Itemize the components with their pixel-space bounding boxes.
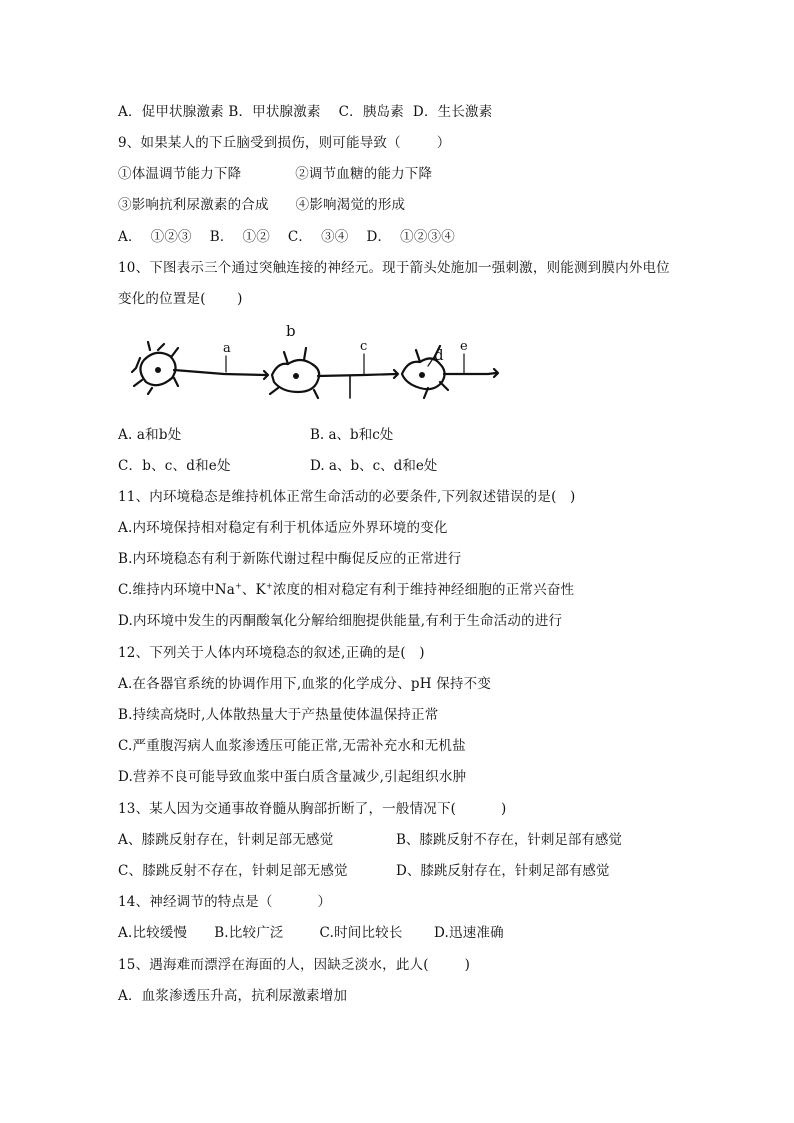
q11-option-b: B.内环境稳态有利于新陈代谢过程中酶促反应的正常进行 xyxy=(118,551,462,567)
q13-option-d: D、膝跳反射存在，针刺足部有感觉 xyxy=(396,863,610,879)
q9-statements-1: ①体温调节能力下降 ②调节血糖的能力下降 xyxy=(118,166,433,182)
neuron-3 xyxy=(402,346,498,398)
q13-option-a: A、膝跳反射存在，针刺足部无感觉 xyxy=(118,832,334,848)
q9-statements-2: ③影响抗利尿激素的合成 ④影响渴觉的形成 xyxy=(118,197,406,213)
q9-stem: 9、如果某人的下丘脑受到损伤，则可能导致（ ） xyxy=(118,135,451,151)
q10-stem-line2: 变化的位置是( ) xyxy=(118,291,243,307)
q14-stem: 14、神经调节的特点是（ ） xyxy=(118,894,332,910)
q10-stem-line1: 10、下图表示三个通过突触连接的神经元。现于箭头处施加一强刺激，则能测到膜内外电位 xyxy=(118,260,670,276)
q12-option-c: C.严重腹泻病人血浆渗透压可能正常,无需补充水和无机盐 xyxy=(118,738,466,754)
q8-options: A．促甲状腺激素 B．甲状腺激素 C．胰岛素 D．生长激素 xyxy=(118,104,493,120)
q11-option-c: C.维持内环境中Na+、K+浓度的相对稳定有利于维持神经细胞的正常兴奋性 xyxy=(118,581,575,598)
label-d: d xyxy=(434,346,444,364)
q10-option-d: D. a、b、c、d和e处 xyxy=(310,458,438,474)
q11-option-a: A.内环境保持相对稳定有利于机体适应外界环境的变化 xyxy=(118,520,448,536)
neuron-diagram xyxy=(128,320,508,410)
q10-option-b: B. a、b和c处 xyxy=(310,427,394,443)
q15-option-a: A．血浆渗透压升高，抗利尿激素增加 xyxy=(118,988,348,1004)
q13-option-c: C、膝跳反射不存在，针刺足部无感觉 xyxy=(118,863,348,879)
q15-stem: 15、遇海难而漂浮在海面的人，因缺乏淡水，此人( ) xyxy=(118,957,471,973)
q13-stem: 13、某人因为交通事故脊髓从胸部折断了，一般情况下( ) xyxy=(118,801,507,817)
q12-option-d: D.营养不良可能导致血浆中蛋白质含量减少,引起组织水肿 xyxy=(118,769,467,785)
neuron-2 xyxy=(270,348,398,398)
neuron-1 xyxy=(132,342,268,394)
q14-options: A.比较缓慢 B.比较广泛 C.时间比较长 D.迅速准确 xyxy=(118,925,504,941)
q9-options: A． ①②③ B． ①② C． ③④ D． ①②③④ xyxy=(118,229,455,245)
q11-stem: 11、内环境稳态是维持机体正常生命活动的必要条件,下列叙述错误的是( ) xyxy=(118,489,576,505)
q12-option-a: A.在各器官系统的协调作用下,血浆的化学成分、pH 保持不变 xyxy=(118,676,492,692)
label-b: b xyxy=(286,322,296,340)
q12-stem: 12、下列关于人体内环境稳态的叙述,正确的是( ) xyxy=(118,645,425,661)
q13-option-b: B、膝跳反射不存在，针刺足部有感觉 xyxy=(396,832,622,848)
label-c: c xyxy=(360,339,368,354)
q11-option-d: D.内环境中发生的丙酮酸氧化分解给细胞提供能量,有利于生命活动的进行 xyxy=(118,613,563,629)
label-e: e xyxy=(460,339,468,354)
q12-option-b: B.持续高烧时,人体散热量大于产热量使体温保持正常 xyxy=(118,707,439,723)
q10-option-c: C．b、c、d和e处 xyxy=(118,458,231,474)
label-a: a xyxy=(223,341,231,356)
q10-option-a: A. a和b处 xyxy=(118,427,182,443)
